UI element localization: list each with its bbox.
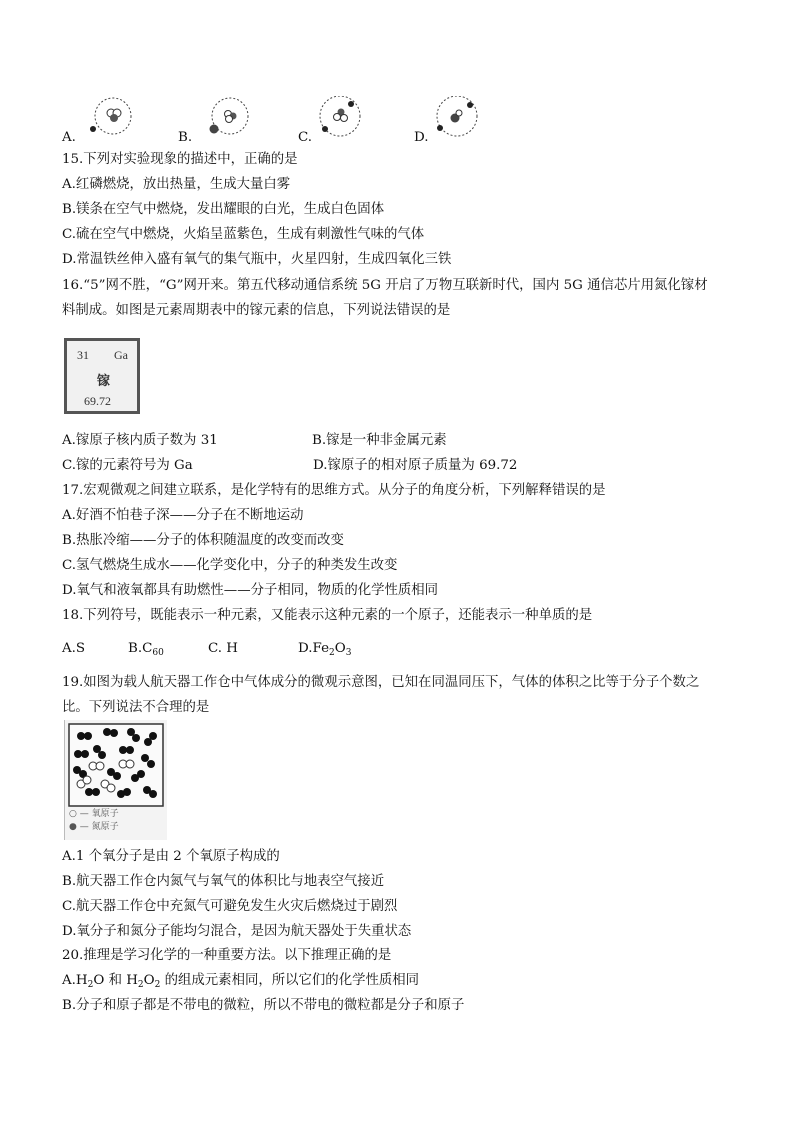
q14-option-c[interactable] bbox=[298, 96, 408, 146]
q14-option-b[interactable] bbox=[178, 96, 288, 146]
q17-option-c[interactable]: C.氢气燃烧生成水——化学变化中，分子的种类发生改变 bbox=[62, 558, 398, 573]
subscript: 2 bbox=[137, 980, 144, 990]
atomic-mass: 69.72 bbox=[84, 394, 111, 408]
atom-model-c-icon bbox=[314, 96, 364, 146]
q17-stem: 17.宏观微观之间建立联系，是化学特有的思维方式。从分子的角度分析，下列解释错误的是 bbox=[62, 483, 606, 498]
option-text: 的组成元素相同，所以它们的化学性质相同 bbox=[160, 973, 420, 988]
option-label: A. bbox=[62, 130, 76, 145]
option-d-text: O bbox=[334, 641, 346, 656]
formula-text: A.H bbox=[62, 973, 88, 988]
formula-text: O 和 H bbox=[93, 973, 138, 988]
option-label: D. bbox=[414, 130, 429, 145]
atom-model-d-icon bbox=[430, 96, 482, 146]
q17-option-b[interactable]: B.热胀冷缩——分子的体积随温度的改变而改变 bbox=[62, 533, 344, 548]
element-symbol: Ga bbox=[114, 348, 128, 362]
option-label: C. bbox=[298, 130, 313, 145]
gallium-element-card bbox=[64, 338, 140, 414]
q19-option-d[interactable]: D.氧分子和氮分子能均匀混合，是因为航天器处于失重状态 bbox=[62, 924, 412, 939]
q16-option-a[interactable]: A.镓原子核内质子数为 31 bbox=[62, 433, 218, 448]
q14-option-a[interactable] bbox=[62, 96, 172, 146]
q16-option-b[interactable]: B.镓是一种非金属元素 bbox=[312, 433, 447, 448]
option-b-text: B.C bbox=[128, 641, 153, 656]
legend-nitrogen: ● — 氮原子 bbox=[69, 822, 119, 832]
subscript: 3 bbox=[345, 648, 352, 658]
q20-option-b[interactable]: B.分子和原子都是不带电的微粒，所以不带电的微粒都是分子和原子 bbox=[62, 998, 465, 1013]
q18-option-a[interactable]: A.S bbox=[62, 641, 86, 656]
option-d-text: D.Fe bbox=[298, 641, 329, 656]
q15-option-d[interactable]: D.常温铁丝伸入盛有氧气的集气瓶中，火星四射，生成四氧化三铁 bbox=[62, 252, 452, 267]
atom-model-a-icon bbox=[86, 96, 136, 146]
q19-option-a[interactable]: A.1 个氧分子是由 2 个氧原子构成的 bbox=[62, 849, 280, 864]
q15-option-c[interactable]: C.硫在空气中燃烧，火焰呈蓝紫色，生成有刺激性气味的气体 bbox=[62, 227, 425, 242]
subscript: 60 bbox=[152, 648, 164, 658]
subscript: 2 bbox=[87, 980, 94, 990]
q19-option-c[interactable]: C.航天器工作仓中充氮气可避免发生火灾后燃烧过于剧烈 bbox=[62, 899, 398, 914]
q17-option-a[interactable]: A.好酒不怕巷子深——分子在不断地运动 bbox=[62, 508, 304, 523]
element-name: 镓 bbox=[97, 373, 111, 388]
q20-option-a[interactable] bbox=[62, 972, 419, 994]
q17-option-d[interactable]: D.氧气和液氧都具有助燃性——分子相同，物质的化学性质相同 bbox=[62, 583, 439, 598]
q15-option-a[interactable]: A.红磷燃烧，放出热量，生成大量白雾 bbox=[62, 177, 291, 192]
q16-stem-line1: 16.“5”网不胜，“G”网开来。第五代移动通信系统 5G 开启了万物互联新时代，国内 5G 通信芯片用氮化镓材 bbox=[62, 278, 708, 293]
q18-option-c[interactable]: C. H bbox=[208, 641, 238, 656]
q19-stem-line1: 19.如图为载人航天器工作仓中气体成分的微观示意图，已知在同温同压下，气体的体积之比等于分子个数之 bbox=[62, 675, 700, 690]
q16-stem-line2: 料制成。如图是元素周期表中的镓元素的信息，下列说法错误的是 bbox=[62, 303, 451, 318]
cabin-gas-microscopic-diagram bbox=[64, 720, 167, 840]
subscript: 2 bbox=[154, 980, 161, 990]
option-label: B. bbox=[178, 130, 193, 145]
atom-model-b-icon bbox=[200, 96, 250, 146]
formula-text: O bbox=[143, 973, 155, 988]
q19-stem-line2: 比。下列说法不合理的是 bbox=[62, 700, 210, 715]
q15-option-b[interactable]: B.镁条在空气中燃烧，发出耀眼的白光，生成白色固体 bbox=[62, 202, 385, 217]
q18-option-b[interactable] bbox=[128, 640, 164, 662]
q18-option-d[interactable] bbox=[298, 640, 351, 662]
q14-option-d[interactable] bbox=[414, 96, 524, 146]
q15-stem: 15.下列对实验现象的描述中，正确的是 bbox=[62, 152, 298, 167]
q16-option-d[interactable]: D.镓原子的相对原子质量为 69.72 bbox=[313, 458, 518, 473]
subscript: 2 bbox=[329, 648, 335, 658]
q16-option-c[interactable]: C.镓的元素符号为 Ga bbox=[62, 458, 193, 473]
q19-option-b[interactable]: B.航天器工作仓内氮气与氧气的体积比与地表空气接近 bbox=[62, 874, 385, 889]
q20-stem: 20.推理是学习化学的一种重要方法。以下推理正确的是 bbox=[62, 948, 392, 963]
atomic-number: 31 bbox=[77, 348, 89, 362]
q18-stem: 18.下列符号，既能表示一种元素，又能表示这种元素的一个原子，还能表示一种单质的是 bbox=[62, 608, 593, 623]
legend-oxygen: ○ — 氧原子 bbox=[69, 809, 119, 819]
